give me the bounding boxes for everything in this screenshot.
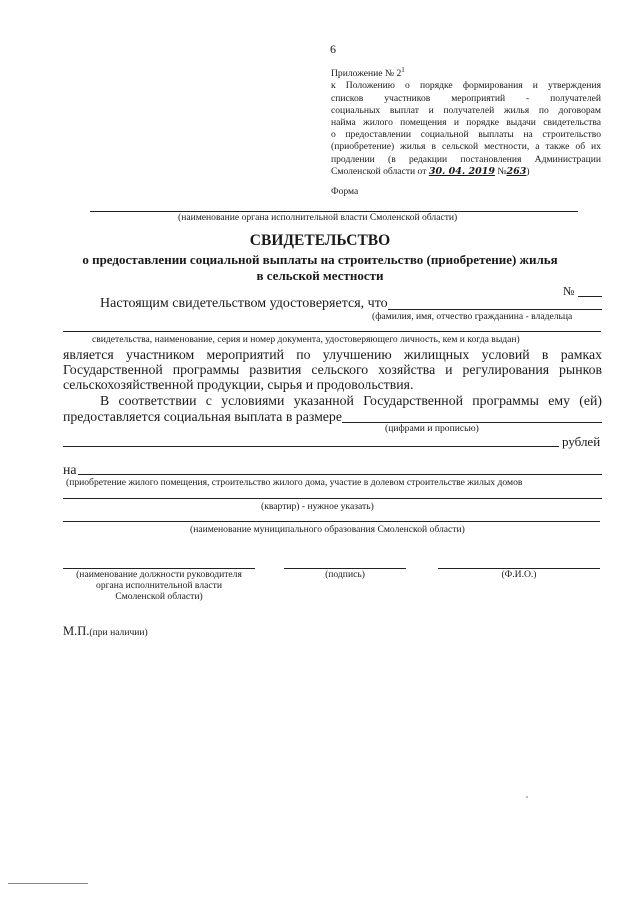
document-details-field[interactable]	[63, 331, 601, 332]
payment-text: предоставляется социальная выплата в размере	[63, 409, 342, 424]
annex-line-2: списков участников мероприятий - получателей	[331, 92, 601, 104]
stamp-place	[63, 622, 148, 640]
currency-label: рублей	[562, 434, 601, 449]
stamp-label: М.П.	[63, 624, 90, 638]
document-title: СВИДЕТЕЛЬСТВО	[249, 232, 391, 249]
participant-line-2: Государственной программы развития сельского хозяйства и регулирования рынков	[63, 362, 602, 377]
accordance-line: В соответствии с условиями указанной Государственной программы ему (ей)	[100, 393, 602, 408]
position-caption-line-2: органа исполнительной власти	[96, 580, 222, 591]
participant-line-1: является участником мероприятий по улучшению жилищных условий в рамках	[63, 347, 602, 362]
annex-line-7: продлении (в редакции постановления Администрации	[331, 153, 601, 165]
annex-title: Приложение № $2^1$	[331, 66, 405, 80]
purpose-field[interactable]	[78, 474, 602, 475]
authority-caption: (наименование органа исполнительной власти Смоленской области)	[178, 212, 458, 223]
municipality-caption: (наименование муниципального образования Смоленской области)	[190, 524, 465, 535]
purpose-caption: (приобретение жилого помещения, строительство жилого дома, участие в долевом строительстве жилых домов	[66, 477, 523, 488]
document-subtitle-1: о предоставлении социальной выплаты на строительство (приобретение) жилья	[82, 252, 558, 267]
municipality-field[interactable]	[63, 521, 600, 522]
document-caption: свидетельства, наименование, серия и номер документа, удостоверяющего личность, кем и когда выдан)	[92, 334, 520, 345]
page-number: 6	[330, 42, 336, 56]
handwritten-date: 30. 04. 2019	[428, 165, 495, 177]
position-caption	[63, 569, 255, 602]
certify-text: Настоящим свидетельством удостоверяется, что	[100, 296, 388, 311]
footer-rule	[8, 883, 88, 884]
document-subtitle-2: в сельской местности	[256, 268, 384, 283]
apartment-caption: (квартир) - нужное указать)	[261, 501, 374, 512]
signature-caption: (подпись)	[325, 569, 365, 580]
handwritten-number: 263	[506, 165, 527, 177]
participant-line-3: сельскохозяйственной продукции, сырья и продовольствия.	[63, 377, 414, 392]
full-name-caption: (Ф.И.О.)	[501, 569, 537, 580]
annex-line-3: социальных выплат и получателей жилья по договорам	[331, 104, 601, 116]
purpose-continuation-field[interactable]	[63, 498, 602, 499]
annex-line-4: найма жилого помещения и порядке выдачи свидетельства	[331, 117, 601, 128]
amount-caption: (цифрами и прописью)	[385, 423, 479, 434]
position-caption-line-3: Смоленской области)	[115, 591, 203, 602]
holder-caption: (фамилия, имя, отчество гражданина - владельца	[372, 311, 573, 322]
purpose-prefix: на	[63, 462, 77, 477]
annex-line-1: к Положению о порядке формирования и утверждения	[331, 80, 601, 92]
annex-line-6: (приобретение) жилья в сельской местности, а также об их	[331, 141, 601, 153]
form-label: Форма	[331, 186, 359, 198]
annex-line-8: Смоленской области от 30. 04. 2019 №263)	[331, 165, 530, 177]
scan-speck	[526, 796, 528, 798]
certificate-number-field[interactable]	[578, 296, 602, 297]
holder-name-field[interactable]	[388, 309, 602, 310]
position-caption-line-1: (наименование должности руководителя	[76, 569, 242, 580]
stamp-note: (при наличии)	[89, 627, 148, 638]
annex-line-5: о предоставлении социальной выплаты на строительство	[331, 129, 601, 141]
certificate-number-label: №	[563, 284, 575, 298]
amount-words-field[interactable]	[63, 446, 559, 447]
annex-header	[331, 64, 601, 198]
